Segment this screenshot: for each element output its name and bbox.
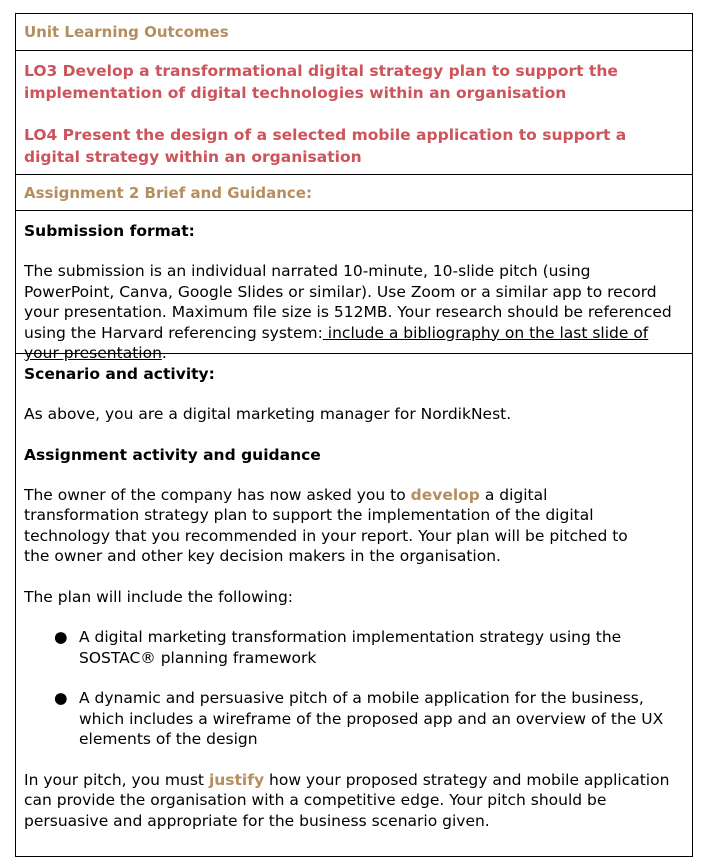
plan-bullet-list xyxy=(24,627,684,750)
assignment-brief-table xyxy=(15,13,693,857)
justify-text-end: how your proposed strategy and mobile application can provide the organisation with a competitive edge. Your pitch should be persuasive and appropriate for the business scenario given. xyxy=(24,770,670,830)
guidance-text-end: a digital transformation strategy plan to support the implementation of the digital technology that you recommended in your report. Your plan will be pitched to the owner and other key decision makers in the organisation. xyxy=(24,485,628,565)
submission-end: . xyxy=(161,344,167,362)
list-item xyxy=(24,688,687,750)
scenario-intro: As above, you are a digital marketing manager for NordikNest. xyxy=(24,405,512,423)
guidance-paragraph xyxy=(24,485,654,567)
learning-outcomes-header-row xyxy=(16,14,692,50)
submission-text: The submission is an individual narrated 10-minute, 10-slide pitch (using PowerPoint, Canva, Google Slides or similar). Use Zoom or a similar app to record your presentation. Maximum file size is 512MB. Your research should be referenced using the Harvard referencing system: xyxy=(24,262,672,342)
justify-keyword: justify xyxy=(208,770,265,789)
list-intro: The plan will include the following: xyxy=(24,587,294,606)
bibliography-note: include a bibliography on the last slide of your presentation xyxy=(24,323,649,362)
learning-outcomes-title: Unit Learning Outcomes xyxy=(24,23,229,41)
bullet-icon: ● xyxy=(54,689,68,707)
bullet-icon: ● xyxy=(54,628,68,646)
learning-outcome-lo3: LO3 Develop a transformational digital strategy plan to support the implementation of digital technologies within an organisation xyxy=(24,62,618,102)
assignment-brief-header-row xyxy=(16,174,692,210)
scenario-activity-row xyxy=(16,353,692,856)
guidance-heading: Assignment activity and guidance xyxy=(24,445,321,464)
assignment-brief-title: Assignment 2 Brief and Guidance: xyxy=(24,184,312,202)
justify-text-start: In your pitch, you must xyxy=(24,770,209,789)
submission-format-heading: Submission format: xyxy=(24,222,195,240)
guidance-text-start: The owner of the company has now asked you to xyxy=(24,485,411,504)
submission-format-row xyxy=(16,210,692,362)
justify-paragraph xyxy=(24,770,674,832)
learning-outcome-lo4: LO4 Present the design of a selected mobile application to support a digital strategy within an organisation xyxy=(24,126,627,166)
scenario-heading: Scenario and activity: xyxy=(24,365,215,383)
develop-keyword: develop xyxy=(410,485,480,504)
list-item-text: A digital marketing transformation implementation strategy using the SOSTAC® planning framework xyxy=(79,628,622,667)
list-item xyxy=(24,627,679,668)
list-item-text: A dynamic and persuasive pitch of a mobile application for the business, which includes a wireframe of the proposed app and an overview of the UX elements of the design xyxy=(79,689,664,748)
submission-format-text xyxy=(24,261,684,364)
learning-outcomes-row xyxy=(16,50,692,174)
